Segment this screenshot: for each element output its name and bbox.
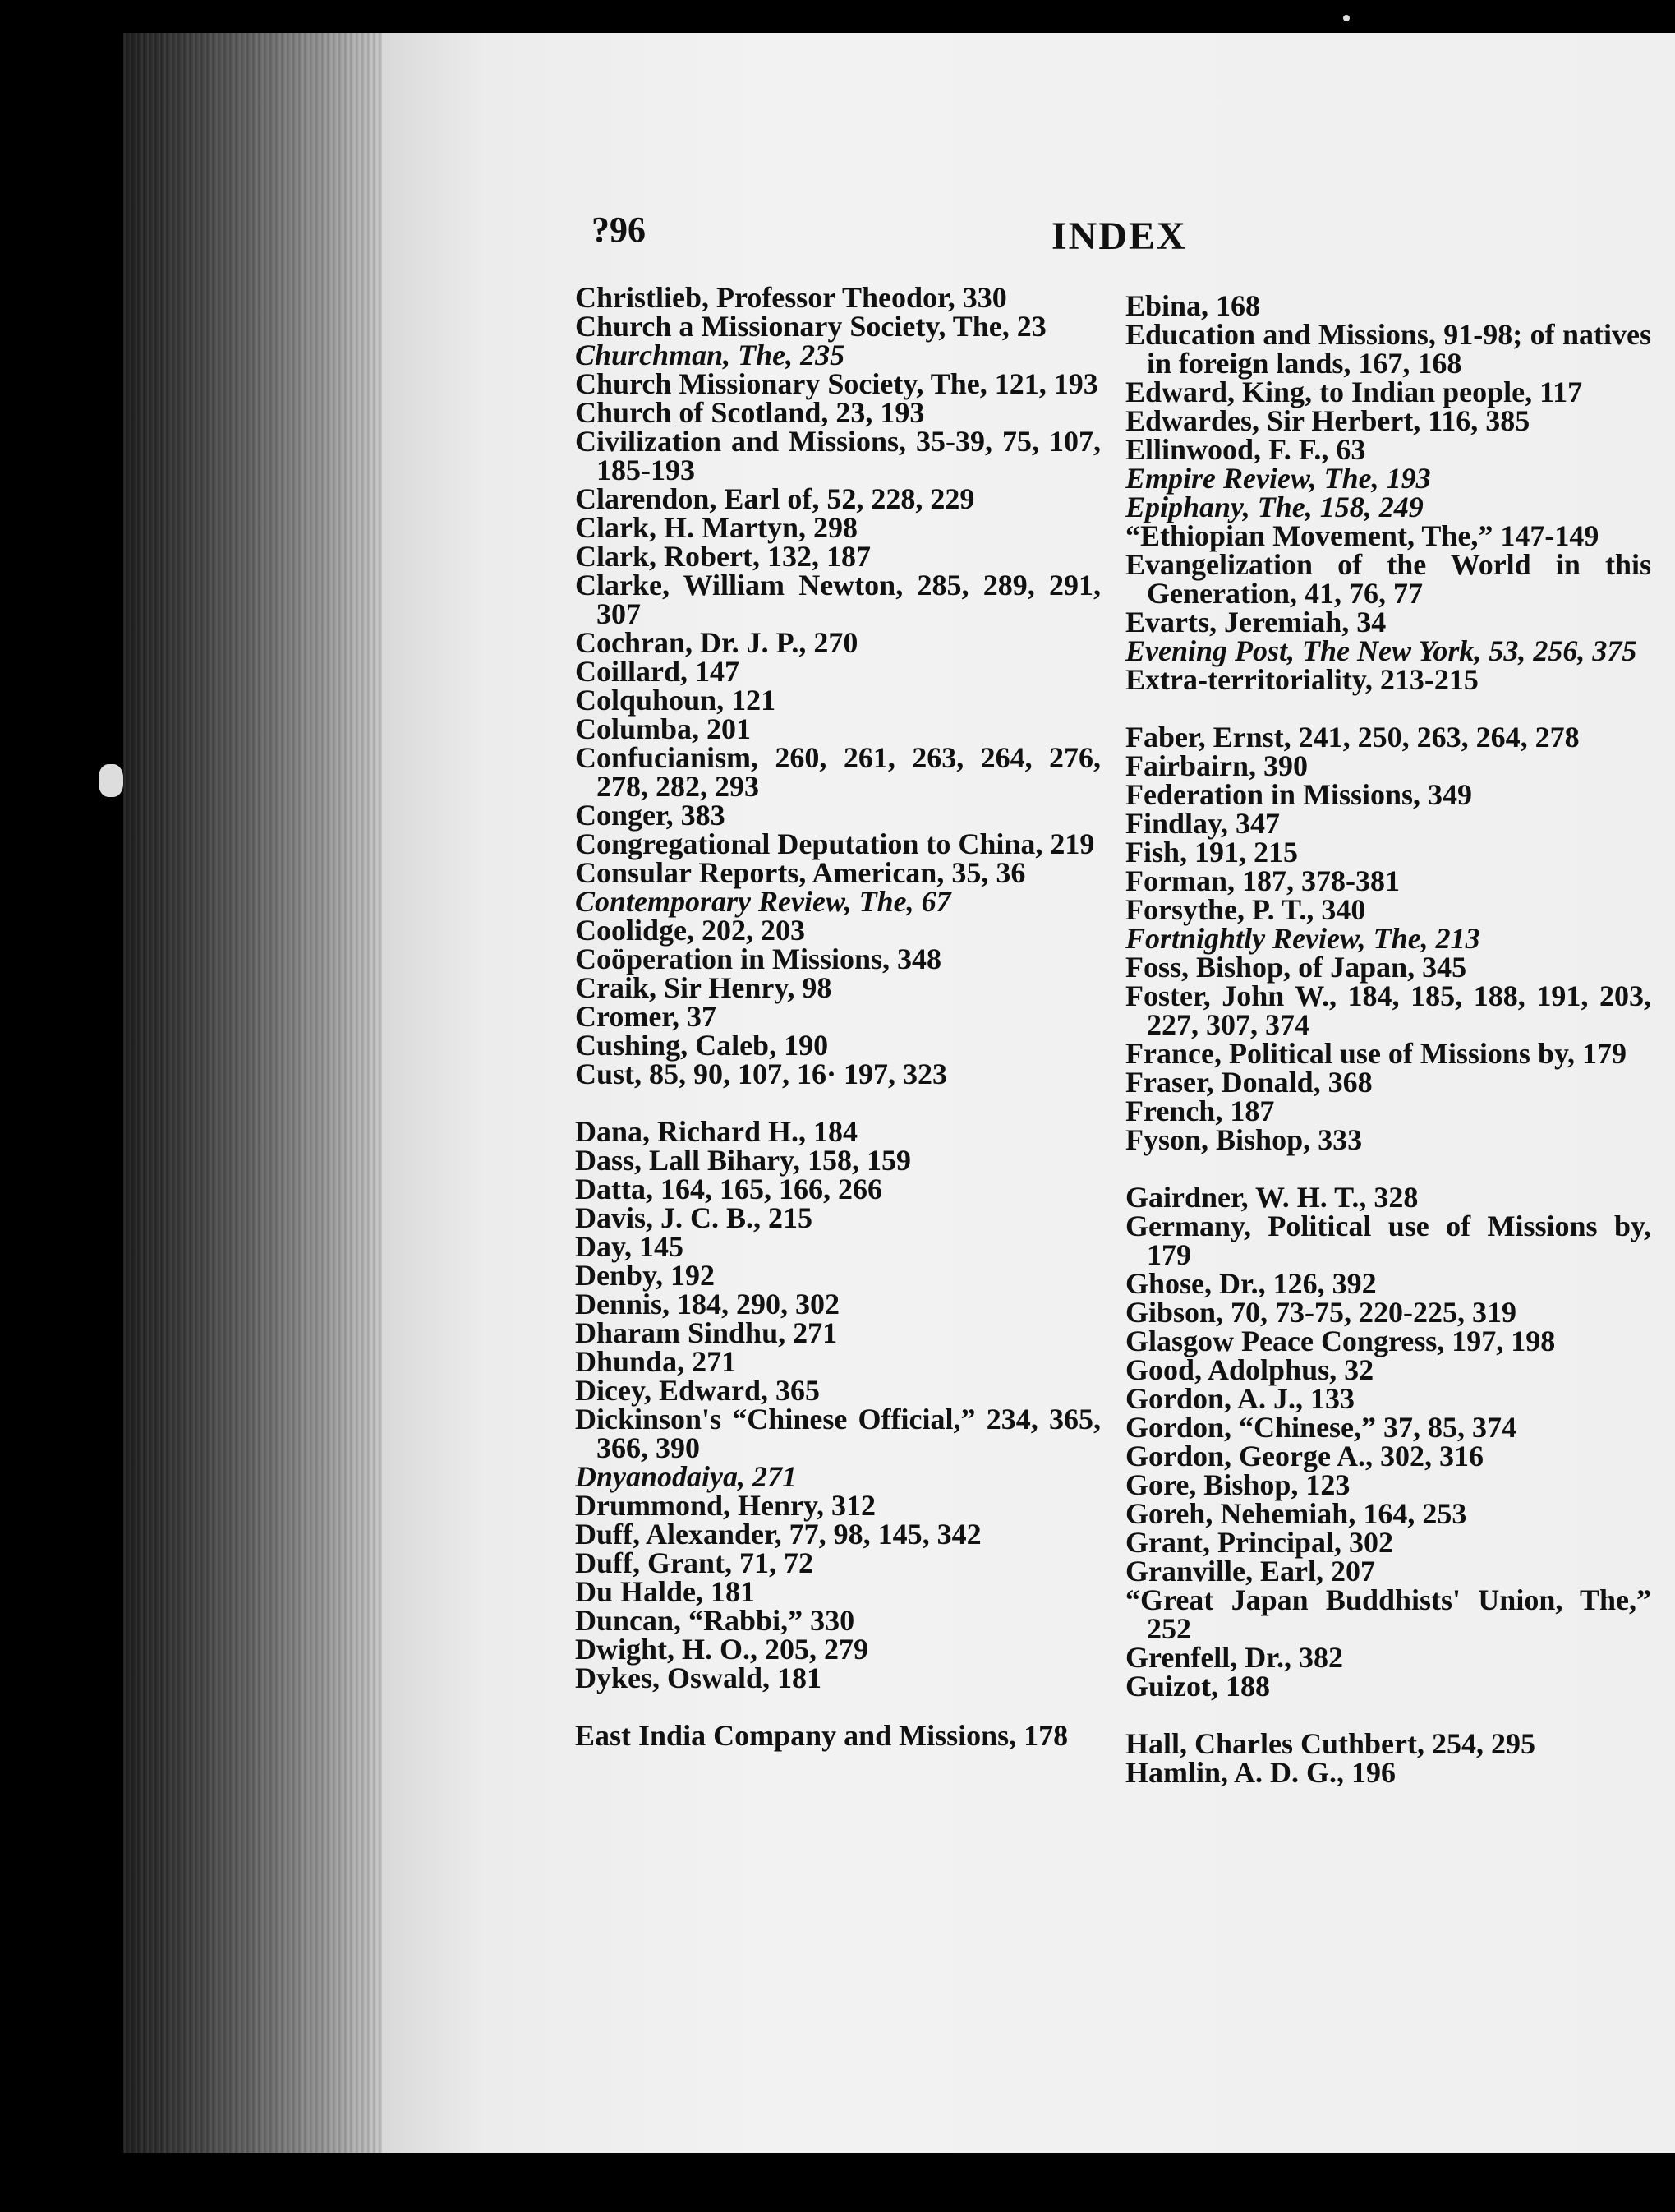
index-entry: Extra-territoriality, 213-215 [1125, 663, 1479, 696]
index-entry: East India Company and Missions, 178 [575, 1719, 1069, 1752]
index-entry: Goreh, Nehemiah, 164, 253 [1125, 1497, 1467, 1530]
index-entry: Forsythe, P. T., 340 [1125, 893, 1366, 926]
index-entry: Churchman, The, 235 [575, 339, 845, 371]
index-entry: Craik, Sir Henry, 98 [575, 971, 832, 1004]
scan-speck [1343, 15, 1350, 21]
index-entry: Church Missionary Society, The, 121, 193 [575, 367, 1098, 400]
index-entry: Cromer, 37 [575, 1000, 716, 1033]
index-entry: Consular Reports, American, 35, 36 [575, 856, 1026, 889]
index-entry: Evening Post, The New York, 53, 256, 375 [1125, 634, 1637, 667]
index-entry: Fairbairn, 390 [1125, 749, 1308, 782]
book-spine-edge [123, 33, 382, 2153]
index-entry: Denby, 192 [575, 1259, 716, 1292]
index-entry: Hamlin, A. D. G., 196 [1125, 1756, 1397, 1789]
index-entry: Colquhoun, 121 [575, 684, 776, 717]
index-entry: Datta, 164, 165, 166, 266 [575, 1173, 882, 1205]
index-entry: Church a Missionary Society, The, 23 [575, 310, 1047, 343]
index-entry: Dwight, H. O., 205, 279 [575, 1633, 869, 1666]
index-entry: Grenfell, Dr., 382 [1125, 1641, 1343, 1674]
index-entry: “Ethiopian Movement, The,” 147-149 [1125, 519, 1599, 552]
index-entry: Clarendon, Earl of, 52, 228, 229 [575, 482, 975, 515]
index-entry: Good, Adolphus, 32 [1125, 1353, 1374, 1386]
index-entry: Fish, 191, 215 [1125, 836, 1299, 869]
index-entry: Glasgow Peace Congress, 197, 198 [1125, 1325, 1556, 1357]
index-entry: Duncan, “Rabbi,” 330 [575, 1604, 855, 1637]
index-entry: Empire Review, The, 193 [1125, 462, 1431, 495]
index-entry: Fyson, Bishop, 333 [1125, 1123, 1363, 1156]
index-entry: Dharam Sindhu, 271 [575, 1316, 838, 1349]
index-entry: French, 187 [1125, 1094, 1275, 1127]
index-entry: Duff, Alexander, 77, 98, 145, 342 [575, 1518, 982, 1551]
index-entry: Contemporary Review, The, 67 [575, 885, 951, 918]
index-entry: Congregational Deputation to China, 219 [575, 827, 1095, 860]
index-entry: Dass, Lall Bihary, 158, 159 [575, 1144, 912, 1177]
index-entry: Grant, Principal, 302 [1125, 1526, 1393, 1559]
index-entry: Cust, 85, 90, 107, 16· 197, 323 [575, 1058, 948, 1090]
index-entry: Evangelization of the World in this Generation, 41, 76, 77 [1125, 548, 1651, 610]
index-entry: Faber, Ernst, 241, 250, 263, 264, 278 [1125, 721, 1580, 753]
index-entry: Gore, Bishop, 123 [1125, 1468, 1351, 1501]
index-entry: Dykes, Oswald, 181 [575, 1661, 822, 1694]
index-entry: Forman, 187, 378-381 [1125, 864, 1400, 897]
index-entry: Dickinson's “Chinese Official,” 234, 365, 366, 390 [575, 1403, 1101, 1464]
index-entry: Columba, 201 [575, 712, 752, 745]
index-entry: Davis, J. C. B., 215 [575, 1201, 813, 1234]
index-entry: Christlieb, Professor Theodor, 330 [575, 281, 1007, 314]
index-entry: Duff, Grant, 71, 72 [575, 1546, 813, 1579]
index-entry: Gordon, “Chinese,” 37, 85, 374 [1125, 1411, 1517, 1444]
index-entry: Fortnightly Review, The, 213 [1125, 922, 1480, 955]
index-entry: Gibson, 70, 73-75, 220-225, 319 [1125, 1296, 1517, 1329]
index-entry: Hall, Charles Cuthbert, 254, 295 [1125, 1727, 1535, 1760]
index-entry: Federation in Missions, 349 [1125, 778, 1473, 811]
index-entry: Ebina, 168 [1125, 289, 1261, 322]
index-entry: Clarke, William Newton, 285, 289, 291, 307 [575, 569, 1101, 630]
index-entry: Drummond, Henry, 312 [575, 1489, 877, 1522]
index-entry: Dennis, 184, 290, 302 [575, 1288, 840, 1320]
index-entry: Gairdner, W. H. T., 328 [1125, 1181, 1419, 1214]
index-entry: Ghose, Dr., 126, 392 [1125, 1267, 1377, 1300]
index-entry: Confucianism, 260, 261, 263, 264, 276, 278, 282, 293 [575, 741, 1101, 803]
index-entry: Dhunda, 271 [575, 1345, 737, 1378]
index-entry: Edwardes, Sir Herbert, 116, 385 [1125, 404, 1530, 437]
index-entry: Gordon, George A., 302, 316 [1125, 1440, 1484, 1472]
index-entry: Granville, Earl, 207 [1125, 1555, 1375, 1588]
index-entry: “Great Japan Buddhists' Union, The,” 252 [1125, 1583, 1651, 1645]
index-entry: Dnyanodaiya, 271 [575, 1460, 797, 1493]
index-entry: Guizot, 188 [1125, 1670, 1270, 1703]
index-entry: Foster, John W., 184, 185, 188, 191, 203, 227, 307, 374 [1125, 979, 1651, 1041]
index-entry: Edward, King, to Indian people, 117 [1125, 376, 1583, 408]
index-entry: Education and Missions, 91-98; of natives in foreign lands, 167, 168 [1125, 318, 1651, 380]
index-entry: Du Halde, 181 [575, 1575, 756, 1608]
index-entry: Coöperation in Missions, 348 [575, 942, 942, 975]
index-entry: Dicey, Edward, 365 [575, 1374, 821, 1407]
index-entry: Fraser, Donald, 368 [1125, 1066, 1373, 1099]
page-heading: INDEX [1051, 214, 1187, 258]
index-entry: Cochran, Dr. J. P., 270 [575, 626, 858, 659]
index-entry: Epiphany, The, 158, 249 [1125, 491, 1424, 523]
index-entry: Coolidge, 202, 203 [575, 914, 806, 947]
page-number: ?96 [591, 210, 646, 250]
index-entry: Church of Scotland, 23, 193 [575, 396, 925, 429]
index-entry: Dana, Richard H., 184 [575, 1115, 858, 1148]
index-column-left [575, 283, 1101, 1750]
index-entry: Coillard, 147 [575, 655, 740, 688]
index-entry: Findlay, 347 [1125, 807, 1281, 840]
index-entry: Day, 145 [575, 1230, 684, 1263]
index-entry: Civilization and Missions, 35-39, 75, 107, 185-193 [575, 425, 1101, 486]
index-entry: Foss, Bishop, of Japan, 345 [1125, 951, 1467, 984]
index-entry: Clark, H. Martyn, 298 [575, 511, 858, 544]
index-entry: France, Political use of Missions by, 179 [1125, 1037, 1627, 1070]
index-entry: Germany, Political use of Missions by, 179 [1125, 1210, 1651, 1271]
index-column-right [1125, 289, 1651, 1789]
scan-speck [99, 764, 123, 797]
index-entry: Cushing, Caleb, 190 [575, 1029, 829, 1062]
index-entry: Conger, 383 [575, 799, 725, 832]
index-entry: Ellinwood, F. F., 63 [1125, 433, 1366, 466]
index-entry: Gordon, A. J., 133 [1125, 1382, 1355, 1415]
index-entry: Clark, Robert, 132, 187 [575, 540, 871, 573]
index-entry: Evarts, Jeremiah, 34 [1125, 606, 1387, 638]
